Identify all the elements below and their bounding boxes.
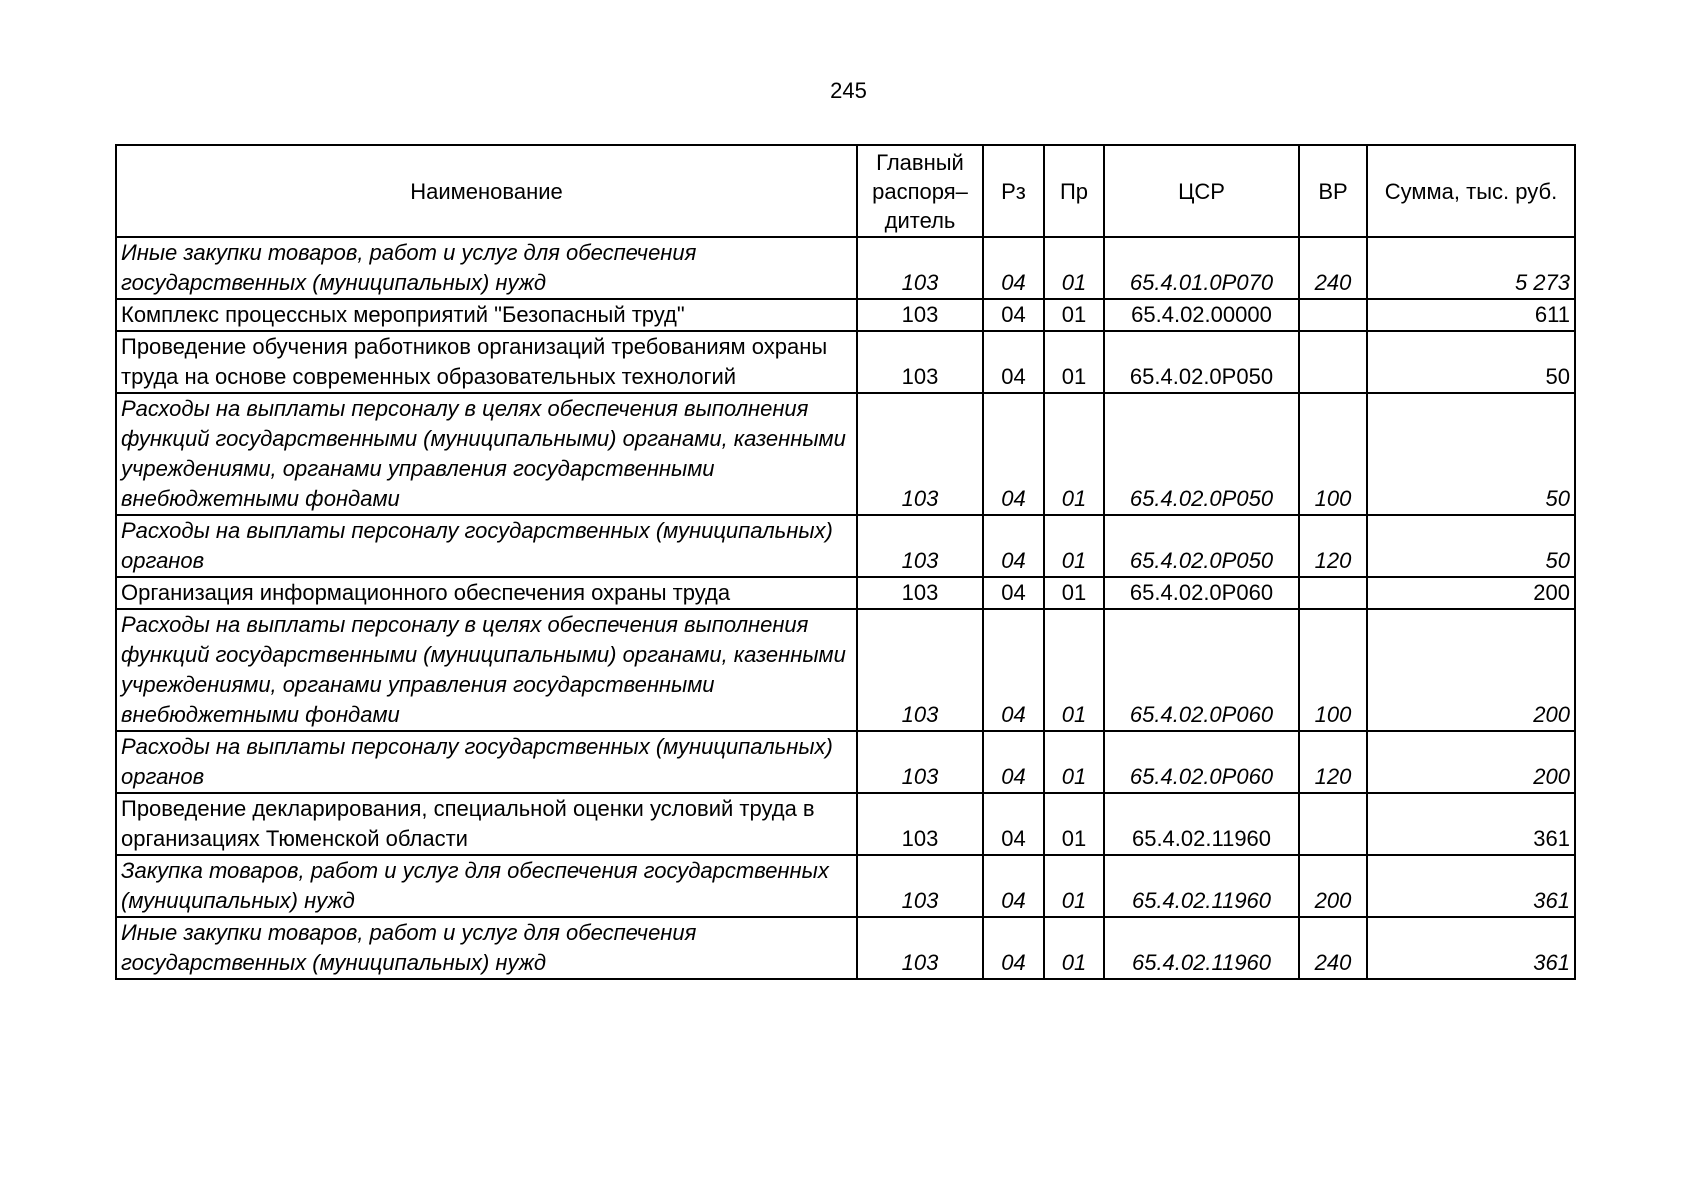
cell-rz: 04 [983, 609, 1044, 731]
cell-rz: 04 [983, 515, 1044, 577]
cell-sum: 361 [1367, 793, 1575, 855]
table-row [116, 577, 1575, 609]
cell-vr: 240 [1299, 917, 1367, 979]
header-main-manager: Главный распоря–дитель [857, 145, 983, 237]
cell-rz: 04 [983, 393, 1044, 515]
cell-main-manager: 103 [857, 793, 983, 855]
cell-vr: 100 [1299, 393, 1367, 515]
cell-name: Иные закупки товаров, работ и услуг для обеспечения государственных (муниципальных) нужд [116, 237, 857, 299]
cell-csr: 65.4.02.00000 [1104, 299, 1299, 331]
cell-rz: 04 [983, 331, 1044, 393]
cell-sum: 200 [1367, 731, 1575, 793]
cell-pr: 01 [1044, 299, 1104, 331]
cell-csr: 65.4.02.0Р050 [1104, 393, 1299, 515]
cell-name: Расходы на выплаты персоналу государственных (муниципальных) органов [116, 731, 857, 793]
cell-csr: 65.4.02.0Р060 [1104, 609, 1299, 731]
cell-name: Иные закупки товаров, работ и услуг для обеспечения государственных (муниципальных) нужд [116, 917, 857, 979]
cell-vr: 120 [1299, 515, 1367, 577]
cell-name: Организация информационного обеспечения охраны труда [116, 577, 857, 609]
cell-sum: 200 [1367, 609, 1575, 731]
table-row [116, 331, 1575, 393]
cell-main-manager: 103 [857, 299, 983, 331]
cell-sum: 361 [1367, 855, 1575, 917]
table-row [116, 299, 1575, 331]
header-csr: ЦСР [1104, 145, 1299, 237]
cell-sum: 50 [1367, 393, 1575, 515]
header-rz: Рз [983, 145, 1044, 237]
cell-sum: 200 [1367, 577, 1575, 609]
cell-name: Проведение декларирования, специальной оценки условий труда в организациях Тюменской области [116, 793, 857, 855]
cell-rz: 04 [983, 917, 1044, 979]
cell-main-manager: 103 [857, 577, 983, 609]
cell-sum: 5 273 [1367, 237, 1575, 299]
cell-name: Проведение обучения работников организаций требованиям охраны труда на основе современных образовательных технологий [116, 331, 857, 393]
table-header-row [116, 145, 1575, 237]
header-name: Наименование [116, 145, 857, 237]
cell-name: Расходы на выплаты персоналу государственных (муниципальных) органов [116, 515, 857, 577]
cell-pr: 01 [1044, 609, 1104, 731]
cell-rz: 04 [983, 793, 1044, 855]
table-row [116, 609, 1575, 731]
cell-pr: 01 [1044, 793, 1104, 855]
cell-pr: 01 [1044, 855, 1104, 917]
cell-main-manager: 103 [857, 331, 983, 393]
cell-pr: 01 [1044, 393, 1104, 515]
cell-vr [1299, 577, 1367, 609]
cell-vr [1299, 331, 1367, 393]
cell-rz: 04 [983, 299, 1044, 331]
cell-csr: 65.4.02.0Р060 [1104, 731, 1299, 793]
cell-csr: 65.4.02.0Р050 [1104, 331, 1299, 393]
header-vr: ВР [1299, 145, 1367, 237]
cell-csr: 65.4.02.0Р050 [1104, 515, 1299, 577]
cell-csr: 65.4.02.11960 [1104, 917, 1299, 979]
cell-sum: 361 [1367, 917, 1575, 979]
cell-pr: 01 [1044, 577, 1104, 609]
table-body [116, 237, 1575, 979]
cell-main-manager: 103 [857, 917, 983, 979]
cell-main-manager: 103 [857, 237, 983, 299]
cell-main-manager: 103 [857, 515, 983, 577]
cell-main-manager: 103 [857, 393, 983, 515]
cell-pr: 01 [1044, 731, 1104, 793]
cell-name: Закупка товаров, работ и услуг для обеспечения государственных (муниципальных) нужд [116, 855, 857, 917]
cell-sum: 611 [1367, 299, 1575, 331]
budget-table [115, 144, 1576, 980]
cell-pr: 01 [1044, 237, 1104, 299]
cell-pr: 01 [1044, 917, 1104, 979]
table-row [116, 855, 1575, 917]
cell-main-manager: 103 [857, 609, 983, 731]
table-row [116, 793, 1575, 855]
cell-main-manager: 103 [857, 855, 983, 917]
table-row [116, 917, 1575, 979]
table-row [116, 393, 1575, 515]
cell-rz: 04 [983, 731, 1044, 793]
cell-csr: 65.4.01.0Р070 [1104, 237, 1299, 299]
cell-rz: 04 [983, 855, 1044, 917]
cell-rz: 04 [983, 237, 1044, 299]
cell-csr: 65.4.02.11960 [1104, 855, 1299, 917]
cell-main-manager: 103 [857, 731, 983, 793]
cell-rz: 04 [983, 577, 1044, 609]
cell-pr: 01 [1044, 331, 1104, 393]
cell-vr: 200 [1299, 855, 1367, 917]
page-number: 245 [830, 78, 867, 103]
table-row [116, 237, 1575, 299]
cell-vr [1299, 793, 1367, 855]
cell-name: Расходы на выплаты персоналу в целях обеспечения выполнения функций государственными (муниципальными) органами, казенными учреждениями, органами управления государственными внебюджетными фондами [116, 609, 857, 731]
cell-vr: 120 [1299, 731, 1367, 793]
table-row [116, 515, 1575, 577]
cell-vr: 240 [1299, 237, 1367, 299]
cell-csr: 65.4.02.0Р060 [1104, 577, 1299, 609]
cell-csr: 65.4.02.11960 [1104, 793, 1299, 855]
cell-name: Комплекс процессных мероприятий "Безопасный труд" [116, 299, 857, 331]
cell-sum: 50 [1367, 515, 1575, 577]
header-pr: Пр [1044, 145, 1104, 237]
cell-vr [1299, 299, 1367, 331]
cell-vr: 100 [1299, 609, 1367, 731]
cell-pr: 01 [1044, 515, 1104, 577]
header-sum: Сумма, тыс. руб. [1367, 145, 1575, 237]
cell-sum: 50 [1367, 331, 1575, 393]
cell-name: Расходы на выплаты персоналу в целях обеспечения выполнения функций государственными (муниципальными) органами, казенными учреждениями, органами управления государственными внебюджетными фондами [116, 393, 857, 515]
table-row [116, 731, 1575, 793]
